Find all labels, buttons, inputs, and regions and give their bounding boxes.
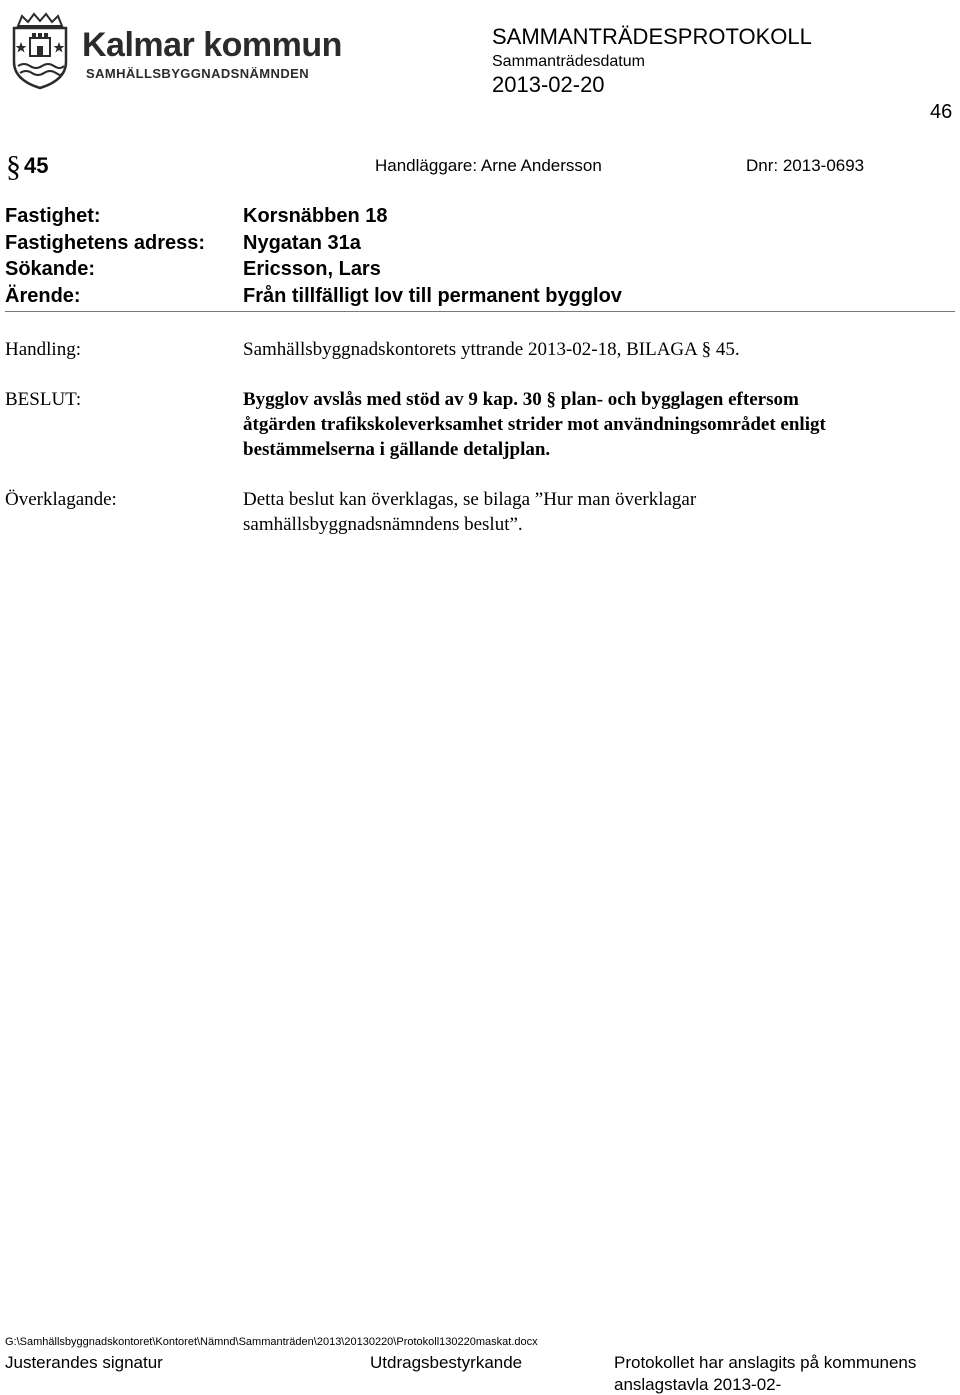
case-handler: Handläggare: Arne Andersson (375, 156, 602, 175)
extract-certification-label: Utdragsbestyrkande (370, 1353, 523, 1372)
handling-label: Handling: (5, 339, 81, 360)
matter-label: Ärende: (5, 285, 81, 307)
appeal-label: Överklagande: (5, 489, 117, 510)
org-name: Kalmar kommun (82, 26, 342, 64)
decision-line-1-start: Bygglov avslås med stöd av 9 kap. 30 (243, 389, 547, 410)
meeting-date-label: Sammanträdesdatum (492, 53, 645, 70)
document-type: SAMMANTRÄDESPROTOKOLL (492, 24, 812, 49)
address-value: Nygatan 31a (243, 232, 361, 254)
decision-label: BESLUT: (5, 389, 82, 410)
divider (5, 311, 955, 312)
address-label: Fastighetens adress: (5, 232, 206, 254)
decision-line-3: bestämmelserna i gällande detaljplan. (243, 439, 551, 460)
matter-value: Från tillfälligt lov till permanent bygglov (243, 285, 622, 307)
org-subtitle: SAMHÄLLSBYGGNADSNÄMNDEN (86, 66, 309, 81)
kalmar-crest-icon (8, 12, 72, 90)
decision-line-1-end: plan- och bygglagen eftersom (556, 389, 799, 410)
decision-line-2: åtgärden trafikskoleverksamhet strider mot användningsområdet enligt (243, 414, 826, 435)
decision-line-1 (243, 389, 799, 411)
applicant-label: Sökande: (5, 258, 96, 280)
property-label: Fastighet: (5, 205, 101, 227)
posting-notice-line-2: anslagstavla 2013-02- (614, 1375, 782, 1394)
section-number: 45 (24, 153, 49, 178)
paragraph-sign: § (546, 389, 557, 410)
paragraph-sign: § (701, 339, 712, 360)
registration-number: Dnr: 2013-0693 (746, 156, 865, 175)
handling-text-end: 45. (711, 339, 740, 360)
handling-text (243, 339, 740, 361)
meeting-date-value: 2013-02-20 (492, 72, 605, 97)
property-value: Korsnäbben 18 (243, 205, 388, 227)
signature-label: Justerandes signatur (5, 1353, 163, 1372)
appeal-line-2: samhällsbyggnadsnämndens beslut”. (243, 514, 523, 535)
appeal-line-1: Detta beslut kan överklagas, se bilaga ”Hur man överklagar (243, 489, 697, 510)
applicant-value: Ericsson, Lars (243, 258, 381, 280)
file-path: G:\Samhällsbyggnadskontoret\Kontoret\Nämnd\Sammanträden\2013\20130220\Protokoll130220maskat.docx (5, 1336, 538, 1348)
posting-notice-line-1: Protokollet har anslagits på kommunens (614, 1353, 917, 1372)
paragraph-sign: § (6, 150, 21, 183)
page-number: 46 (930, 101, 953, 123)
handling-text-start: Samhällsbyggnadskontorets yttrande 2013-02-18, BILAGA (243, 339, 702, 360)
